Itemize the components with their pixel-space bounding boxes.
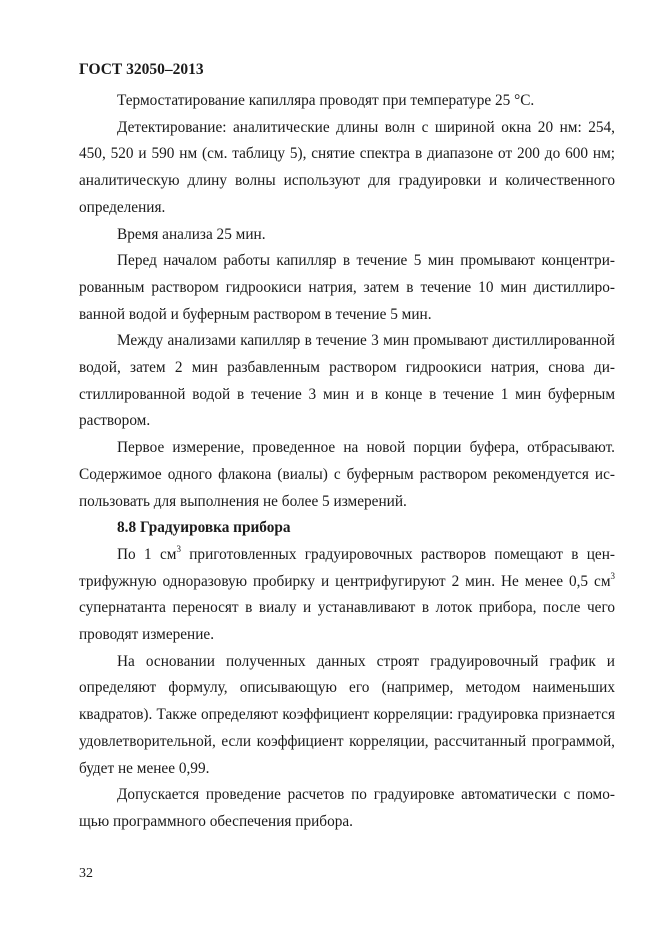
- superscript: 3: [610, 570, 615, 581]
- text-fragment: супернатанта переносят в виалу и устанавливают в лоток прибора, после чего проводят измерение.: [79, 599, 615, 644]
- document-body: [79, 88, 615, 836]
- paragraph-thermostat: Термостатирование капилляра проводят при температуре 25 °С.: [117, 92, 535, 109]
- paragraph-calibration-graph: На основании полученных данных строят градуировочный график и определяют формулу, описывающую его (например, методом наименьших квадратов). Также определяют коэффициент корреляции: градуировка признается удовлетворительной, если коэффициент корреляции, рассчитанный программой, будет не менее 0,99.: [79, 652, 615, 777]
- paragraph-analysis-time: Время анализа 25 мин.: [117, 225, 266, 243]
- section-heading: 8.8 Градуировка прибора: [117, 519, 291, 537]
- paragraph-first-measurement: Первое измерение, проведенное на новой порции буфера, отбрасывают. Содержимое одного флакона (виалы) с буферным раствором рекомендуется использовать для выполнения не более 5 измерений.: [79, 439, 615, 510]
- document-header: ГОСТ 32050–2013: [79, 61, 204, 78]
- page-number: 32: [79, 866, 93, 881]
- paragraph-between-analyses: Между анализами капилляр в течение 3 мин промывают дистиллированной водой, затем 2 мин разбавленным раствором гидроокиси натрия, снова дистиллированной водой в течение 3 мин и в конце в течение 1 мин буферным раствором.: [79, 332, 615, 430]
- paragraph-calibration-sample: [79, 542, 615, 649]
- text-fragment: приготовленных градуировочных растворов помещают в центрифужную одноразовую пробирку и центрифугируют 2 мин. Не менее 0,5 см: [79, 545, 615, 590]
- superscript: 3: [176, 543, 181, 554]
- paragraph-calibration-software: Допускается проведение расчетов по градуировке автоматически с помощью программного обеспечения прибора.: [79, 786, 615, 830]
- paragraph-pre-wash: Перед началом работы капилляр в течение 5 мин промывают концентрированным раствором гидроокиси натрия, затем в течение 10 мин дистиллированной водой и буферным раствором в течение 5 мин.: [79, 252, 615, 323]
- paragraph-detection: Детектирование: аналитические длины волн с шириной окна 20 нм: 254, 450, 520 и 590 нм (см. таблицу 5), снятие спектра в диапазоне от 200 до 600 нм; аналитическую длину волны используют для градуировки и количественного определения.: [79, 118, 615, 216]
- text-fragment: По 1 см: [117, 545, 177, 563]
